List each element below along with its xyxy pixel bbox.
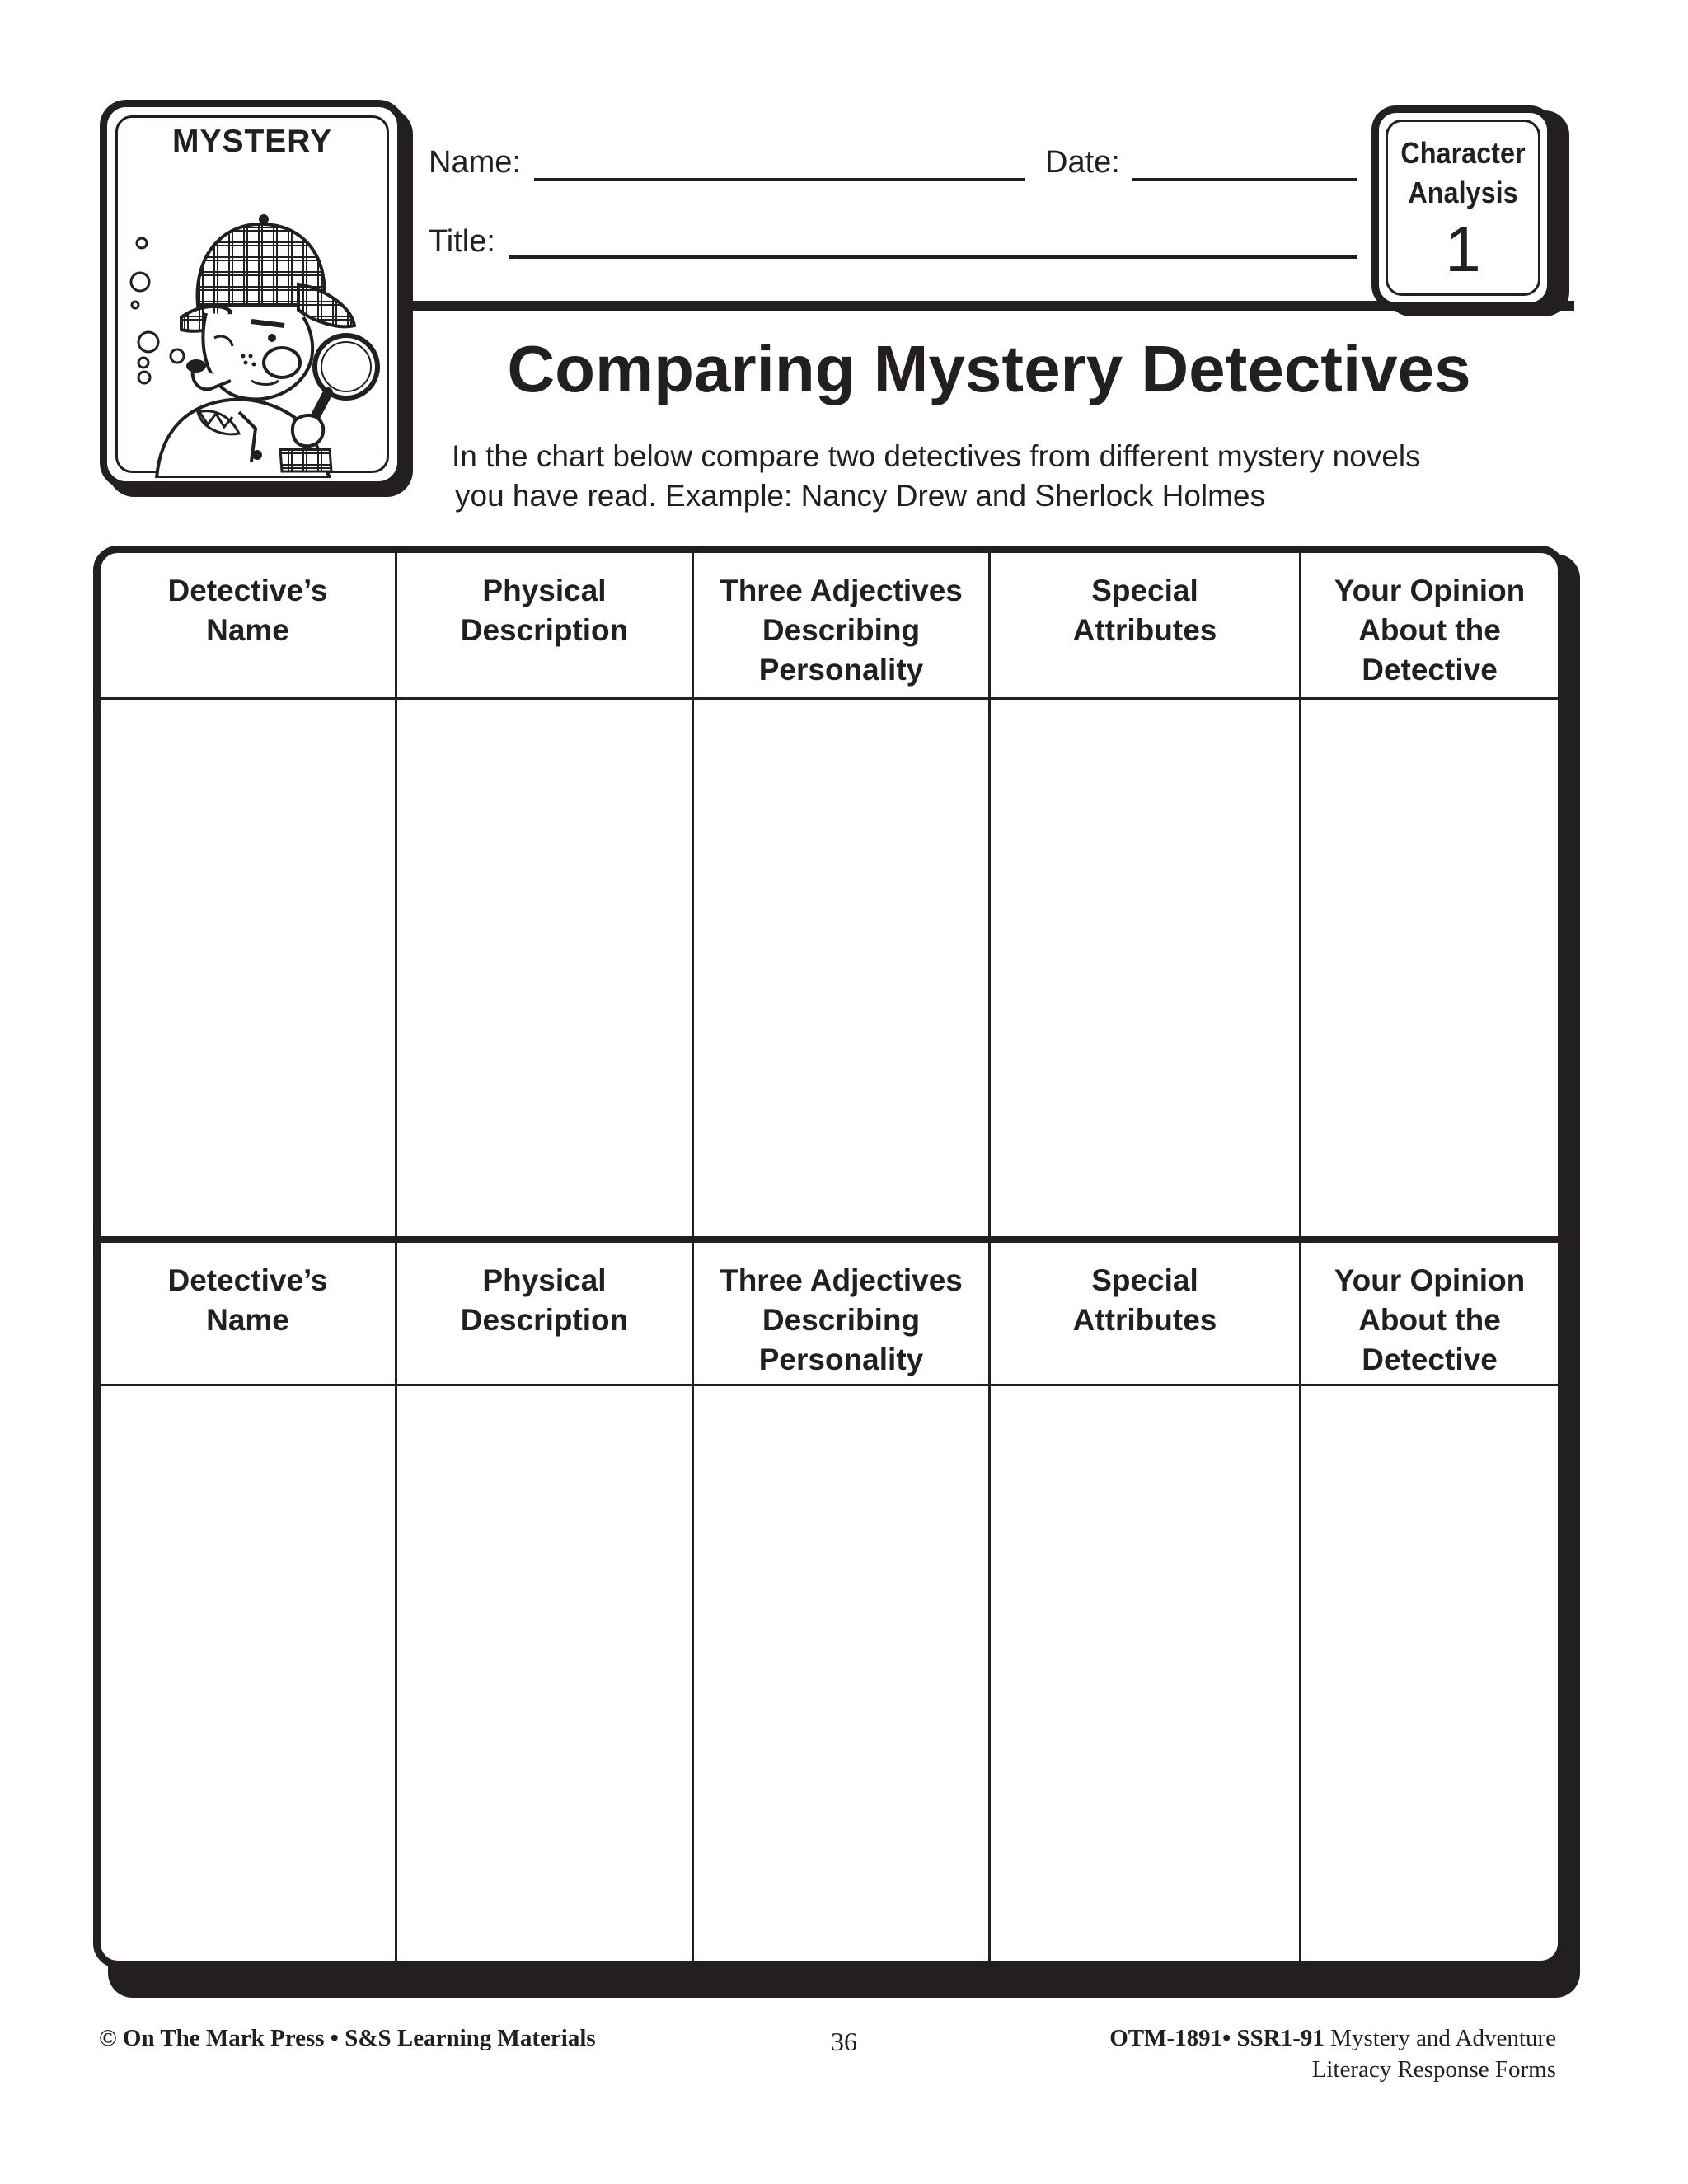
answer-cell[interactable] xyxy=(101,1386,397,1961)
character-analysis-box xyxy=(1372,105,1554,310)
name-field[interactable] xyxy=(534,178,1025,181)
answer-cell[interactable] xyxy=(1301,1386,1558,1961)
answer-cell[interactable] xyxy=(397,700,694,1236)
ca-inner-frame xyxy=(1386,120,1540,296)
ca-number: 1 xyxy=(1445,213,1481,285)
chart-answer-row-2 xyxy=(101,1386,1558,1961)
detective-illustration-icon xyxy=(107,165,392,478)
page-title: Comparing Mystery Detectives xyxy=(507,332,1471,405)
answer-cell[interactable] xyxy=(1301,700,1558,1236)
answer-cell[interactable] xyxy=(397,1386,694,1961)
answer-cell[interactable] xyxy=(991,1386,1301,1961)
instructions-line1: In the chart below compare two detectives from different mystery novels xyxy=(452,439,1421,473)
col-header-adjectives: Three Adjectives Describing Personality xyxy=(694,1243,991,1384)
footer-copyright: © On The Mark Press • S&S Learning Materials xyxy=(99,2025,596,2051)
col-header-adjectives: Three Adjectives Describing Personality xyxy=(694,553,991,697)
col-header-name: Detective’s Name xyxy=(101,1243,397,1384)
date-label: Date: xyxy=(1045,145,1120,180)
col-header-attributes: Special Attributes xyxy=(991,553,1301,697)
col-header-physical: Physical Description xyxy=(397,553,694,697)
bubbles-icon xyxy=(131,238,184,383)
footer-page-number: 36 xyxy=(831,2027,857,2056)
badge-label: MYSTERY xyxy=(171,124,333,159)
ca-title xyxy=(1395,134,1531,213)
footer-product xyxy=(1109,2022,1556,2085)
col-header-attributes: Special Attributes xyxy=(991,1243,1301,1384)
footer-product-line2: Literacy Response Forms xyxy=(1311,2056,1556,2083)
ca-title-line1: Character xyxy=(1400,136,1526,170)
answer-cell[interactable] xyxy=(991,700,1301,1236)
answer-cell[interactable] xyxy=(101,700,397,1236)
col-header-opinion: Your Opinion About the Detective xyxy=(1334,574,1526,687)
footer-product-code: OTM-1891• SSR1-91 xyxy=(1109,2025,1325,2051)
chart-answer-row-1 xyxy=(101,700,1558,1243)
comparison-chart xyxy=(93,546,1565,1968)
title-field[interactable] xyxy=(509,255,1357,259)
instructions xyxy=(452,437,1523,516)
title-label: Title: xyxy=(429,224,495,259)
col-header-physical: Physical Description xyxy=(397,1243,694,1384)
col-header-opinion: Your Opinion About the Detective xyxy=(1334,1263,1526,1376)
mystery-badge xyxy=(100,100,405,489)
name-label: Name: xyxy=(429,145,521,180)
answer-cell[interactable] xyxy=(694,1386,991,1961)
chart-header-row-2 xyxy=(101,1243,1558,1386)
date-field[interactable] xyxy=(1132,178,1357,181)
chart-header-row-1 xyxy=(101,553,1558,700)
col-header-name: Detective’s Name xyxy=(101,553,397,697)
ca-title-line2: Analysis xyxy=(1408,176,1518,209)
footer-product-line1: Mystery and Adventure xyxy=(1330,2025,1556,2051)
instructions-line2: you have read. Example: Nancy Drew and Sherlock Holmes xyxy=(455,479,1266,513)
answer-cell[interactable] xyxy=(694,700,991,1236)
